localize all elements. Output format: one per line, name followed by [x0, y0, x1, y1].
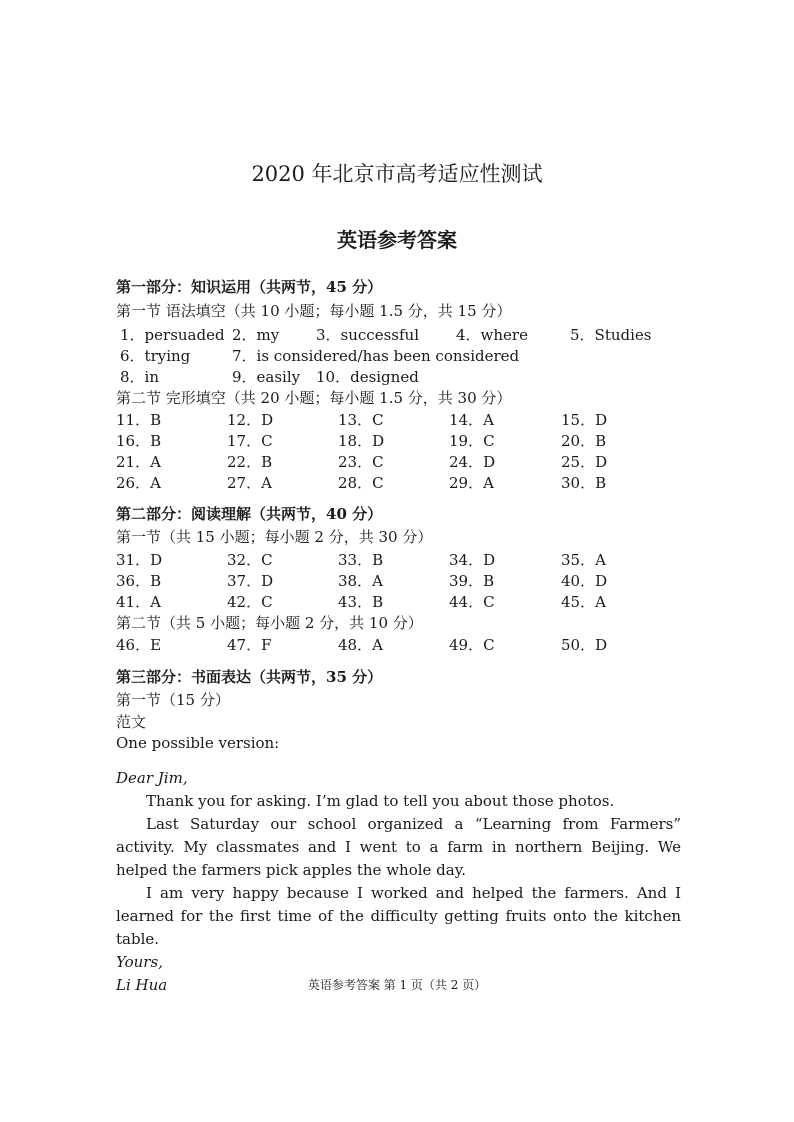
page-subtitle: 英语参考答案	[337, 228, 457, 252]
answer-item: 3．successful	[316, 326, 419, 344]
answer-item: 14．A	[449, 411, 494, 429]
answer-item: 10．designed	[316, 368, 419, 386]
page-title: 2020 年北京市高考适应性测试	[251, 162, 543, 186]
answer-item: 42．C	[227, 593, 273, 611]
answer-item: 2．my	[232, 326, 280, 344]
answer-item: 7．is considered/has been considered	[232, 347, 520, 365]
answer-item: 20．B	[561, 432, 607, 450]
answer-item: 36．B	[116, 572, 162, 590]
answer-item: 28．C	[338, 474, 384, 492]
letter-paragraph: Thank you for asking. I’m glad to tell you about those photos.	[146, 792, 615, 810]
page-footer: 英语参考答案 第 1 页（共 2 页）	[307, 978, 487, 992]
answer-item: 15．D	[561, 411, 608, 429]
answer-item: 41．A	[116, 593, 161, 611]
answer-item: 21．A	[116, 453, 161, 471]
version-label: One possible version:	[116, 734, 280, 752]
answer-item: 49．C	[449, 636, 495, 654]
answer-item: 47．F	[227, 636, 272, 654]
answer-item: 13．C	[338, 411, 384, 429]
answer-item: 1．persuaded	[120, 326, 225, 344]
answer-item: 35．A	[561, 551, 606, 569]
answer-item: 24．D	[449, 453, 496, 471]
part1-sec1-heading: 第一节 语法填空（共 10 小题；每小题 1.5 分，共 15 分）	[116, 302, 512, 320]
answer-item: 26．A	[116, 474, 161, 492]
answer-item: 30．B	[561, 474, 607, 492]
answer-item: 40．D	[561, 572, 608, 590]
answer-item: 45．A	[561, 593, 606, 611]
answer-item: 44．C	[449, 593, 495, 611]
answer-item: 43．B	[338, 593, 384, 611]
part1-sec2-heading: 第二节 完形填空（共 20 小题；每小题 1.5 分，共 30 分）	[116, 389, 512, 407]
answer-item: 33．B	[338, 551, 384, 569]
letter-paragraph: Last Saturday our school organized a “Learning from Farmers” activity. My classmates and I went to a farm in northern Beijing. We helped the farmers pick apples the whole day.	[116, 815, 681, 879]
letter-paragraph: I am very happy because I worked and helped the farmers. And I learned for the first time of the difficulty getting fruits onto the kitchen table.	[116, 884, 681, 948]
part2-sec1-heading: 第一节（共 15 小题；每小题 2 分，共 30 分）	[116, 528, 433, 546]
answer-item: 6．trying	[120, 347, 191, 365]
letter-closing: Yours,	[116, 953, 163, 971]
answer-item: 39．B	[449, 572, 495, 590]
answer-item: 8．in	[120, 368, 160, 386]
answer-item: 31．D	[116, 551, 163, 569]
answer-item: 50．D	[561, 636, 608, 654]
answer-item: 22．B	[227, 453, 273, 471]
answer-item: 38．A	[338, 572, 383, 590]
answer-item: 48．A	[338, 636, 383, 654]
answer-item: 37．D	[227, 572, 274, 590]
answer-item: 29．A	[449, 474, 494, 492]
part2-heading: 第二部分：阅读理解（共两节，40 分）	[116, 505, 383, 523]
part3-heading: 第三部分：书面表达（共两节，35 分）	[116, 668, 383, 686]
sample-label: 范文	[116, 713, 147, 731]
part2-sec2-heading: 第二节（共 5 小题；每小题 2 分，共 10 分）	[116, 614, 423, 632]
answer-item: 32．C	[227, 551, 273, 569]
answer-item: 18．D	[338, 432, 385, 450]
answer-item: 46．E	[116, 636, 162, 654]
answer-item: 11．B	[116, 411, 162, 429]
answer-item: 12．D	[227, 411, 274, 429]
part1-heading: 第一部分：知识运用（共两节，45 分）	[116, 278, 383, 296]
letter-greeting: Dear Jim,	[116, 769, 188, 787]
answer-item: 9．easily	[232, 368, 301, 386]
answer-item: 17．C	[227, 432, 273, 450]
part3-sec1-heading: 第一节（15 分）	[116, 691, 230, 709]
letter-signature: Li Hua	[116, 976, 168, 994]
answer-item: 19．C	[449, 432, 495, 450]
answer-item: 27．A	[227, 474, 272, 492]
answer-item: 23．C	[338, 453, 384, 471]
answer-item: 16．B	[116, 432, 162, 450]
sample-letter	[116, 767, 681, 997]
answer-item: 5．Studies	[570, 326, 652, 344]
answer-item: 25．D	[561, 453, 608, 471]
answer-item: 34．D	[449, 551, 496, 569]
answer-item: 4．where	[456, 326, 528, 344]
